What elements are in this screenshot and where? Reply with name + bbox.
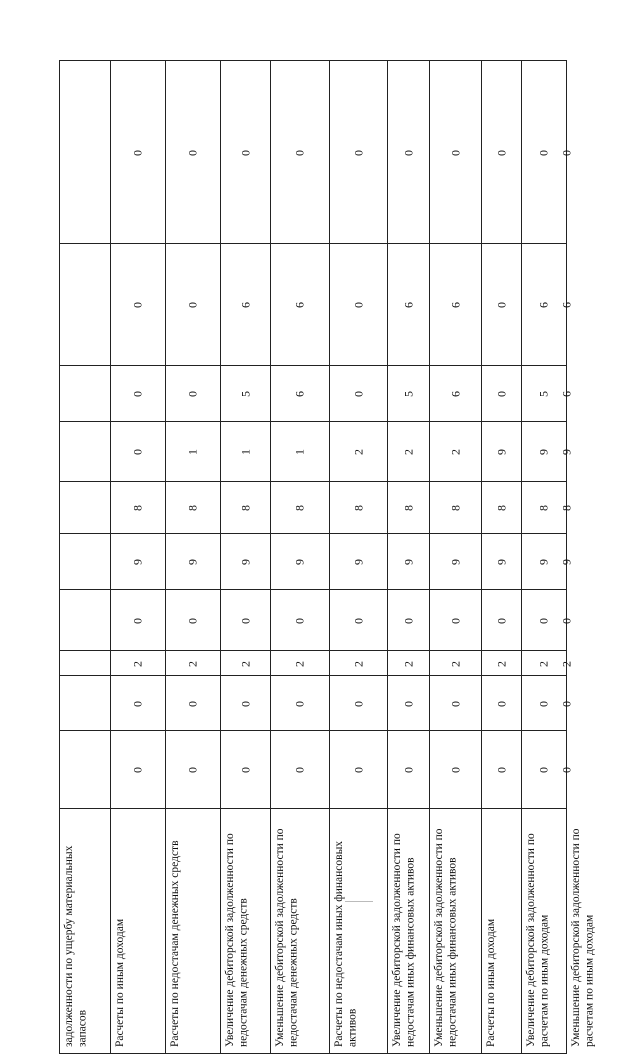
cell-value: 8 [401, 505, 415, 511]
table-cell [271, 422, 330, 482]
table-cell [221, 590, 271, 651]
table-cell [166, 676, 221, 731]
cell-value: 0 [448, 617, 462, 624]
cell-value: 0 [130, 617, 145, 624]
cell-value: 0 [559, 617, 574, 624]
table-cell [482, 422, 522, 482]
cell-value: 9 [130, 559, 145, 565]
cell-value: 0 [448, 767, 462, 773]
description-cell [166, 809, 221, 1054]
value-row [60, 676, 567, 731]
cell-value: 2 [185, 660, 200, 667]
table-cell [60, 731, 111, 809]
table-cell [111, 422, 166, 482]
cell-value: 9 [559, 449, 574, 455]
table-cell [221, 422, 271, 482]
cell-value: 0 [351, 302, 365, 308]
table-cell [60, 590, 111, 651]
table-cell [60, 651, 111, 676]
cell-value: 0 [292, 700, 307, 707]
table-cell [482, 482, 522, 534]
table-cell [430, 61, 482, 244]
table-cell [430, 676, 482, 731]
table-cell [482, 731, 522, 809]
table-cell [221, 534, 271, 590]
cell-value: 0 [536, 700, 551, 707]
table-cell [430, 731, 482, 809]
row-description: Уменьшение дебиторской задолженности по расчетам по иным доходам [570, 828, 596, 1047]
cell-value: 6 [292, 302, 307, 308]
cell-value: 0 [185, 767, 200, 773]
cell-value: 6 [292, 391, 307, 397]
cell-value: 2 [494, 660, 508, 667]
cell-value: 8 [351, 505, 365, 511]
row-description: Уменьшение дебиторской задолженности по недостачам денежных средств [274, 828, 300, 1047]
cell-value: 9 [401, 559, 415, 565]
table-cell [271, 482, 330, 534]
cell-value: 0 [351, 149, 365, 156]
table-cell [330, 422, 388, 482]
cell-value: 6 [238, 302, 252, 308]
table-cell [221, 676, 271, 731]
table-cell [330, 731, 388, 809]
cell-value: 6 [448, 302, 462, 308]
cell-value: 8 [536, 505, 551, 511]
cell-value: 9 [536, 449, 551, 455]
cell-value: 0 [238, 767, 252, 773]
scan-artifact [345, 901, 373, 902]
table-cell [482, 676, 522, 731]
cell-value: 0 [130, 449, 145, 455]
cell-value: 2 [351, 449, 365, 455]
table-cell [166, 731, 221, 809]
table-cell [482, 534, 522, 590]
cell-value: 0 [401, 700, 415, 707]
cell-value: 9 [448, 559, 462, 565]
description-cell [522, 809, 567, 1054]
description-row [60, 809, 567, 1054]
cell-value: 0 [536, 149, 551, 156]
cell-value: 0 [351, 617, 365, 624]
value-row [60, 61, 567, 244]
table-cell [388, 482, 430, 534]
table-cell [388, 651, 430, 676]
cell-value: 6 [559, 302, 574, 308]
cell-value: 2 [401, 449, 415, 455]
cell-value: 0 [494, 149, 508, 156]
table-cell [111, 534, 166, 590]
table-cell [111, 482, 166, 534]
cell-value: 0 [448, 149, 462, 156]
cell-value: 9 [494, 559, 508, 565]
table-cell [271, 590, 330, 651]
cell-value: 2 [292, 660, 307, 667]
table-cell [388, 244, 430, 366]
cell-value: 0 [185, 617, 200, 624]
cell-value: 0 [292, 149, 307, 156]
table-cell [271, 731, 330, 809]
row-description: задолженности по ущербу материальных запасов [63, 845, 89, 1047]
table-cell [221, 651, 271, 676]
table-cell [482, 590, 522, 651]
cell-value: 9 [351, 559, 365, 565]
table-cell [388, 731, 430, 809]
table-cell [166, 61, 221, 244]
cell-value: 6 [559, 391, 574, 397]
cell-value: 0 [185, 700, 200, 707]
cell-value: 0 [238, 700, 252, 707]
table-cell [388, 590, 430, 651]
cell-value: 0 [130, 391, 145, 397]
table-cell [221, 366, 271, 422]
table-cell [430, 534, 482, 590]
table-cell [430, 366, 482, 422]
cell-value: 8 [494, 505, 508, 511]
table-cell [388, 422, 430, 482]
cell-value: 8 [185, 505, 200, 511]
table-cell [111, 61, 166, 244]
table-cell [271, 366, 330, 422]
cell-value: 8 [448, 505, 462, 511]
description-cell [111, 809, 166, 1054]
cell-value: 2 [351, 660, 365, 667]
cell-value: 0 [494, 617, 508, 624]
cell-value: 0 [536, 767, 551, 773]
table-cell [430, 244, 482, 366]
table-cell [330, 676, 388, 731]
table-cell [166, 366, 221, 422]
cell-value: 2 [401, 660, 415, 667]
table-cell [166, 482, 221, 534]
cell-value: 0 [559, 700, 574, 707]
cell-value: 2 [559, 660, 574, 667]
cell-value: 0 [559, 149, 574, 156]
cell-value: 0 [130, 149, 145, 156]
cell-value: 8 [559, 505, 574, 511]
cell-value: 0 [130, 700, 145, 707]
table-cell [482, 244, 522, 366]
table-cell [388, 534, 430, 590]
cell-value: 0 [185, 391, 200, 397]
cell-value: 8 [130, 505, 145, 511]
table-cell [60, 676, 111, 731]
cell-value: 0 [448, 700, 462, 707]
row-description: Расчеты по иным доходам [114, 918, 126, 1047]
table-cell [111, 244, 166, 366]
value-row [60, 731, 567, 809]
table-cell [330, 244, 388, 366]
description-cell [482, 809, 522, 1054]
table-cell [330, 482, 388, 534]
cell-value: 8 [292, 505, 307, 511]
cell-value: 9 [559, 559, 574, 565]
description-cell [430, 809, 482, 1054]
cell-value: 9 [292, 559, 307, 565]
table-cell [221, 731, 271, 809]
cell-value: 0 [130, 302, 145, 308]
cell-value: 0 [401, 767, 415, 773]
table-cell [166, 651, 221, 676]
cell-value: 0 [238, 617, 252, 624]
row-description: Расчеты по недостачам денежных средств [169, 840, 181, 1047]
cell-value: 0 [536, 617, 551, 624]
table-cell [482, 61, 522, 244]
cell-value: 9 [185, 559, 200, 565]
table-cell [482, 366, 522, 422]
cell-value: 9 [494, 449, 508, 455]
cell-value: 9 [536, 559, 551, 565]
cell-value: 6 [536, 302, 551, 308]
cell-value: 5 [401, 391, 415, 397]
table-cell [166, 590, 221, 651]
cell-value: 2 [536, 660, 551, 667]
description-cell [330, 809, 388, 1054]
table-cell [221, 482, 271, 534]
cell-value: 1 [185, 449, 200, 455]
cell-value: 0 [494, 391, 508, 397]
value-row [60, 651, 567, 676]
table-cell [166, 534, 221, 590]
table-cell [388, 366, 430, 422]
table-cell [221, 61, 271, 244]
table-cell [60, 366, 111, 422]
cell-value: 0 [494, 767, 508, 773]
description-cell [60, 809, 111, 1054]
table-cell [271, 534, 330, 590]
row-description: Увеличение дебиторской задолженности по недостачам иных финансовых активов [391, 833, 417, 1047]
value-row [60, 534, 567, 590]
cell-value: 0 [238, 149, 252, 156]
cell-value: 8 [238, 505, 252, 511]
row-description: Расчеты по недостачам иных финансовых активов [333, 840, 359, 1047]
cell-value: 2 [448, 449, 462, 455]
cell-value: 5 [536, 391, 551, 397]
table-cell [271, 676, 330, 731]
cell-value: 0 [351, 391, 365, 397]
row-description: Уменьшение дебиторской задолженности по недостачам иных финансовых активов [433, 828, 459, 1047]
table-cell [271, 61, 330, 244]
description-cell [271, 809, 330, 1054]
table-cell [430, 422, 482, 482]
table-cell [166, 244, 221, 366]
cell-value: 0 [401, 149, 415, 156]
cell-value: 2 [130, 660, 145, 667]
table-cell [166, 422, 221, 482]
table-cell [388, 676, 430, 731]
value-row [60, 482, 567, 534]
table-cell [430, 590, 482, 651]
table-cell [330, 61, 388, 244]
cell-value: 1 [238, 449, 252, 455]
value-row [60, 244, 567, 366]
table-cell [111, 651, 166, 676]
cell-value: 0 [292, 617, 307, 624]
table-cell [271, 651, 330, 676]
value-row [60, 590, 567, 651]
cell-value: 0 [130, 767, 145, 773]
table-cell [111, 731, 166, 809]
cell-value: 2 [448, 660, 462, 667]
table-cell [221, 244, 271, 366]
table-cell [330, 534, 388, 590]
cell-value: 0 [185, 149, 200, 156]
cell-value: 6 [401, 302, 415, 308]
description-cell [221, 809, 271, 1054]
table-cell [330, 590, 388, 651]
cell-value: 2 [238, 660, 252, 667]
cell-value: 0 [185, 302, 200, 308]
table-cell [60, 244, 111, 366]
cell-value: 9 [238, 559, 252, 565]
table-cell [430, 482, 482, 534]
table-cell [430, 651, 482, 676]
cell-value: 0 [351, 700, 365, 707]
cell-value: 0 [494, 700, 508, 707]
table-cell [271, 244, 330, 366]
table-cell [60, 534, 111, 590]
cell-value: 6 [448, 391, 462, 397]
table-cell [482, 651, 522, 676]
row-description: Увеличение дебиторской задолженности по недостачам денежных средств [224, 833, 250, 1047]
value-row [60, 422, 567, 482]
table-cell [60, 61, 111, 244]
cell-value: 0 [351, 767, 365, 773]
table-cell [330, 651, 388, 676]
cell-value: 0 [559, 767, 574, 773]
value-row [60, 366, 567, 422]
table-cell [111, 676, 166, 731]
table-cell [111, 366, 166, 422]
cell-value: 0 [401, 617, 415, 624]
row-description: Увеличение дебиторской задолженности по расчетам по иным доходам [525, 833, 551, 1047]
cell-value: 1 [292, 449, 307, 455]
row-description: Расчеты по иным доходам [485, 918, 497, 1047]
cell-value: 0 [292, 767, 307, 773]
cell-value: 0 [494, 302, 508, 308]
table-cell [60, 422, 111, 482]
table-cell [388, 61, 430, 244]
table-cell [330, 366, 388, 422]
cell-value: 5 [238, 391, 252, 397]
table-cell [111, 590, 166, 651]
description-cell [388, 809, 430, 1054]
table-cell [60, 482, 111, 534]
